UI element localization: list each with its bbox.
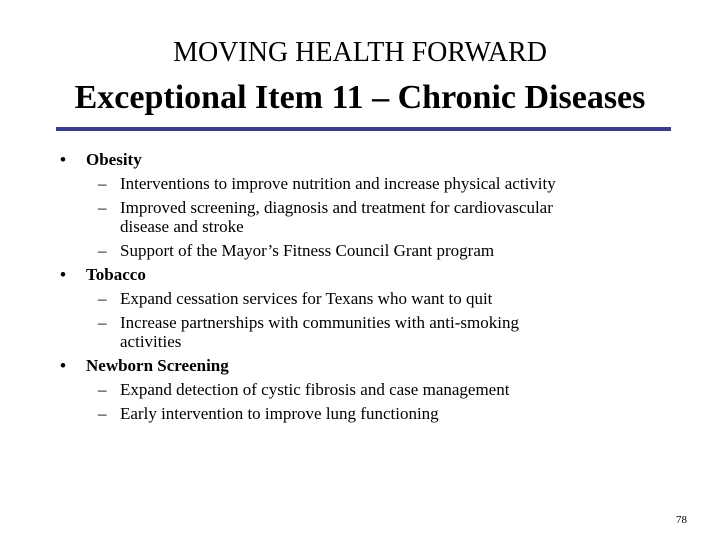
sub-item-text-continued: disease and stroke (120, 217, 244, 236)
title-divider (56, 127, 671, 131)
dash-icon: – (98, 174, 107, 193)
sub-item-text: Improved screening, diagnosis and treatment for cardiovascular (120, 198, 553, 217)
sub-item (60, 402, 660, 426)
sub-item (60, 196, 660, 236)
dash-icon: – (98, 404, 107, 423)
bullet-obesity (60, 148, 660, 172)
bullet-dot-icon: • (60, 265, 66, 284)
sub-item (60, 172, 660, 196)
sub-item-text: Expand detection of cystic fibrosis and case management (120, 380, 510, 399)
sub-item-text: Interventions to improve nutrition and increase physical activity (120, 174, 556, 193)
page-number: 78 (676, 514, 687, 526)
bullet-label: Obesity (86, 150, 142, 169)
bullet-newborn-screening (60, 354, 660, 378)
sub-item (60, 378, 660, 402)
sub-item (60, 287, 660, 311)
slide-content (60, 148, 660, 426)
bullet-dot-icon: • (60, 356, 66, 375)
sub-item-text: Early intervention to improve lung functioning (120, 404, 439, 423)
sub-item-text: Increase partnerships with communities with anti-smoking (120, 313, 519, 332)
sub-item-text: Support of the Mayor’s Fitness Council Grant program (120, 241, 495, 260)
bullet-tobacco (60, 263, 660, 287)
dash-icon: – (98, 241, 107, 260)
sub-item-text: Expand cessation services for Texans who want to quit (120, 289, 493, 308)
bullet-label: Newborn Screening (86, 356, 229, 375)
dash-icon: – (98, 289, 107, 308)
slide-title-line2: Exceptional Item 11 – Chronic Diseases (74, 79, 646, 116)
bullet-dot-icon: • (60, 150, 66, 169)
slide-title-line1: MOVING HEALTH FORWARD (173, 37, 547, 68)
sub-item (60, 239, 660, 263)
dash-icon: – (98, 313, 107, 332)
sub-item (60, 311, 660, 351)
bullet-label: Tobacco (86, 265, 146, 284)
dash-icon: – (98, 380, 107, 399)
sub-item-text-continued: activities (120, 332, 182, 351)
dash-icon: – (98, 198, 107, 217)
